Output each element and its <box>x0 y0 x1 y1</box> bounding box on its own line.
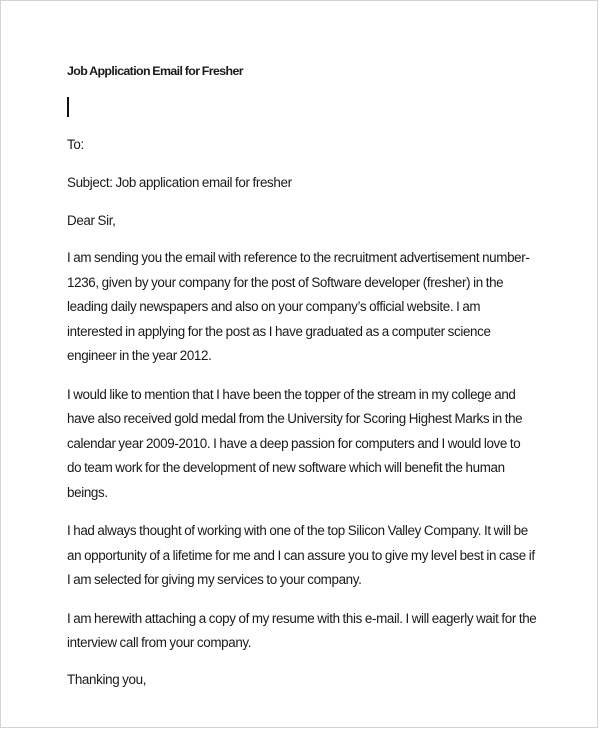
paragraph-aspiration: I had always thought of working with one of the top Silicon Valley Company. It will be an opportunity of a lifetime for me and I can assure you to give my level best in case if I am selected for giving my services to your company. <box>67 523 535 587</box>
text-cursor <box>67 97 69 117</box>
to-line: To: <box>67 137 84 152</box>
letter-body[interactable] <box>67 63 537 690</box>
subject-line: Subject: Job application email for fresher <box>67 175 292 190</box>
paragraph-reference: I am sending you the email with reference to the recruitment advertisement number-1236, given by your company for the post of Software developer (fresher) in the leading daily newspapers and also on your company’s official website. I am interested in applying for the post as I have graduated as a computer science engineer in the year 2012. <box>67 250 530 363</box>
paragraph-achievements: I would like to mention that I have been the topper of the stream in my college and have also received gold medal from the University for Scoring Highest Marks in the calendar year 2009-2010. I have a deep passion for computers and I would love to do team work for the development of new software which will benefit the human beings. <box>67 386 523 500</box>
greeting-line: Dear Sir, <box>67 213 116 228</box>
document-title: Job Application Email for Fresher <box>67 64 244 78</box>
paragraph-resume: I am herewith attaching a copy of my resume with this e-mail. I will eagerly wait for the interview call from your company. <box>67 610 537 650</box>
closing-line: Thanking you, <box>67 671 147 687</box>
